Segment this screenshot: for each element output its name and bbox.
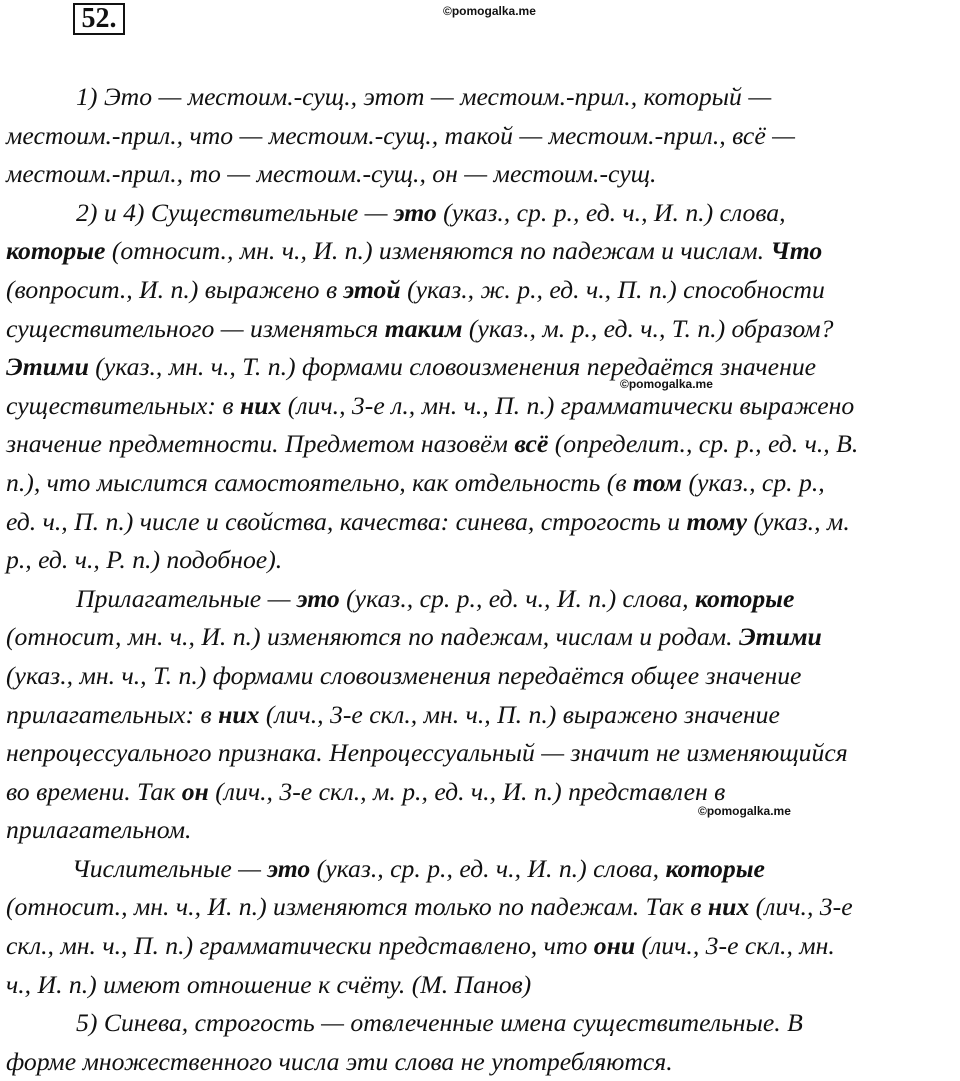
bold-pronoun: всё (514, 429, 549, 459)
text-segment: (указ., м. (747, 506, 850, 536)
text-segment: форме множественного числа эти слова не употребляются. (6, 1046, 673, 1076)
text-segment: (указ., ж. р., ед. ч., П. п.) способности (400, 274, 825, 304)
text-line (6, 425, 958, 464)
text-line (6, 464, 958, 503)
text-segment: (лич., 3-е скл., м. р., ед. ч., И. п.) представлен в (208, 776, 726, 806)
text-segment: (указ., м. р., ед. ч., Т. п.) образом? (462, 313, 834, 343)
text-segment: (относит., мн. ч., И. п.) изменяются только по падежам. Так в (6, 892, 708, 922)
text-line (6, 618, 958, 657)
bold-pronoun: это (267, 853, 311, 883)
text-line (6, 194, 958, 233)
text-line (6, 271, 958, 310)
bold-pronoun: он (181, 776, 209, 806)
bold-pronoun: это (296, 583, 340, 613)
text-line (6, 927, 958, 966)
text-segment: местоим.-прил., то — местоим.-сущ., он — местоим.-сущ. (6, 159, 657, 189)
bold-pronoun: них (218, 699, 260, 729)
text-line (6, 155, 958, 194)
bold-pronoun: они (593, 931, 636, 961)
bold-pronoun: тому (686, 506, 748, 536)
text-line (6, 503, 958, 542)
text-segment: Числительные — (72, 853, 268, 883)
text-segment: (лич., 3-е скл., мн. (635, 931, 835, 961)
text-line (6, 541, 958, 580)
text-line (6, 78, 958, 117)
bold-pronoun: них (239, 390, 282, 420)
text-segment: прилагательном. (6, 815, 192, 845)
text-line (6, 850, 958, 889)
text-line (6, 696, 958, 735)
text-line (6, 966, 958, 1005)
text-segment: (вопросит., И. п.) выражено в (6, 274, 344, 304)
text-segment: (указ., ср. р., ед. ч., И. п.) слова, (310, 853, 666, 883)
text-segment: (указ., ср. р., ед. ч., И. п.) слова, (339, 583, 695, 613)
text-line (6, 117, 958, 156)
bold-pronoun: этой (343, 274, 401, 304)
watermark: ©pomogalka.me (698, 804, 791, 818)
text-segment: во времени. Так (6, 776, 182, 806)
text-segment: (лич., 3-е л., мн. ч., П. п.) грамматически выражено (281, 390, 855, 420)
text-segment: 1) Это — местоим.-сущ., этот — местоим.-прил., который — (76, 82, 772, 111)
text-segment: (относит., мн. ч., И. п.) изменяются по падежам и числам. (105, 236, 771, 266)
bold-pronoun: Этими (6, 352, 89, 382)
text-line (6, 734, 958, 773)
text-segment: п.), что мыслится самостоятельно, как отдельность (в (6, 467, 633, 497)
text-segment: ед. ч., П. п.) числе и свойства, качества: синева, строгость и (6, 506, 687, 536)
exercise-number: 52. (73, 3, 125, 35)
text-line (6, 1004, 958, 1043)
bold-pronoun: которые (6, 236, 106, 266)
watermark: ©pomogalka.me (443, 4, 536, 18)
text-line (6, 888, 958, 927)
text-segment: (указ., ср. р., ед. ч., И. п.) слова, (436, 197, 786, 227)
text-segment: (указ., мн. ч., Т. п.) формами словоизменения передаётся значение (88, 352, 817, 382)
text-line (6, 1043, 958, 1081)
text-line (6, 811, 958, 850)
text-segment: Прилагательные — (76, 583, 297, 613)
bold-pronoun: которые (665, 853, 765, 883)
answer-text (6, 78, 958, 1081)
text-line (6, 657, 958, 696)
text-line (6, 310, 958, 349)
text-segment: существительного — изменяться (6, 313, 385, 343)
text-segment: 2) и 4) Существительные — (76, 197, 394, 227)
text-segment: скл., мн. ч., П. п.) грамматически представлено, что (6, 931, 594, 961)
text-line (6, 387, 958, 426)
bold-pronoun: таким (384, 313, 463, 343)
text-segment: местоим.-прил., что — местоим.-сущ., такой — местоим.-прил., всё — (6, 120, 795, 150)
bold-pronoun: Что (770, 236, 823, 266)
text-segment: (лич., 3-е скл., мн. ч., П. п.) выражено значение (259, 699, 780, 729)
text-segment: (определит., ср. р., ед. ч., В. (548, 429, 859, 459)
bold-pronoun: которые (694, 583, 795, 613)
text-segment: существительных: в (6, 390, 240, 420)
text-segment: значение предметности. Предметом назовём (6, 429, 515, 459)
text-segment: непроцессуального признака. Непроцессуальный — значит не изменяющийся (6, 738, 848, 768)
watermark: ©pomogalka.me (620, 377, 713, 391)
text-line (6, 348, 958, 387)
text-line (6, 773, 958, 812)
text-segment: прилагательных: в (6, 699, 219, 729)
bold-pronoun: это (393, 197, 437, 227)
text-segment: (лич., 3-е (749, 892, 853, 922)
text-segment: (указ., мн. ч., Т. п.) формами словоизменения передаётся общее значение (6, 660, 802, 690)
bold-pronoun: том (632, 467, 683, 497)
text-segment: (относит, мн. ч., И. п.) изменяются по падежам, числам и родам. (6, 622, 739, 652)
text-line (6, 580, 958, 619)
text-segment: ч., И. п.) имеют отношение к счёту. (М. Панов) (6, 969, 532, 999)
bold-pronoun: Этими (738, 622, 822, 652)
text-segment: 5) Синева, строгость — отвлеченные имена существительные. В (76, 1008, 803, 1038)
text-line (6, 232, 958, 271)
bold-pronoun: них (707, 892, 750, 922)
text-segment: р., ед. ч., Р. п.) подобное). (6, 545, 283, 575)
text-segment: (указ., ср. р., (682, 467, 825, 497)
